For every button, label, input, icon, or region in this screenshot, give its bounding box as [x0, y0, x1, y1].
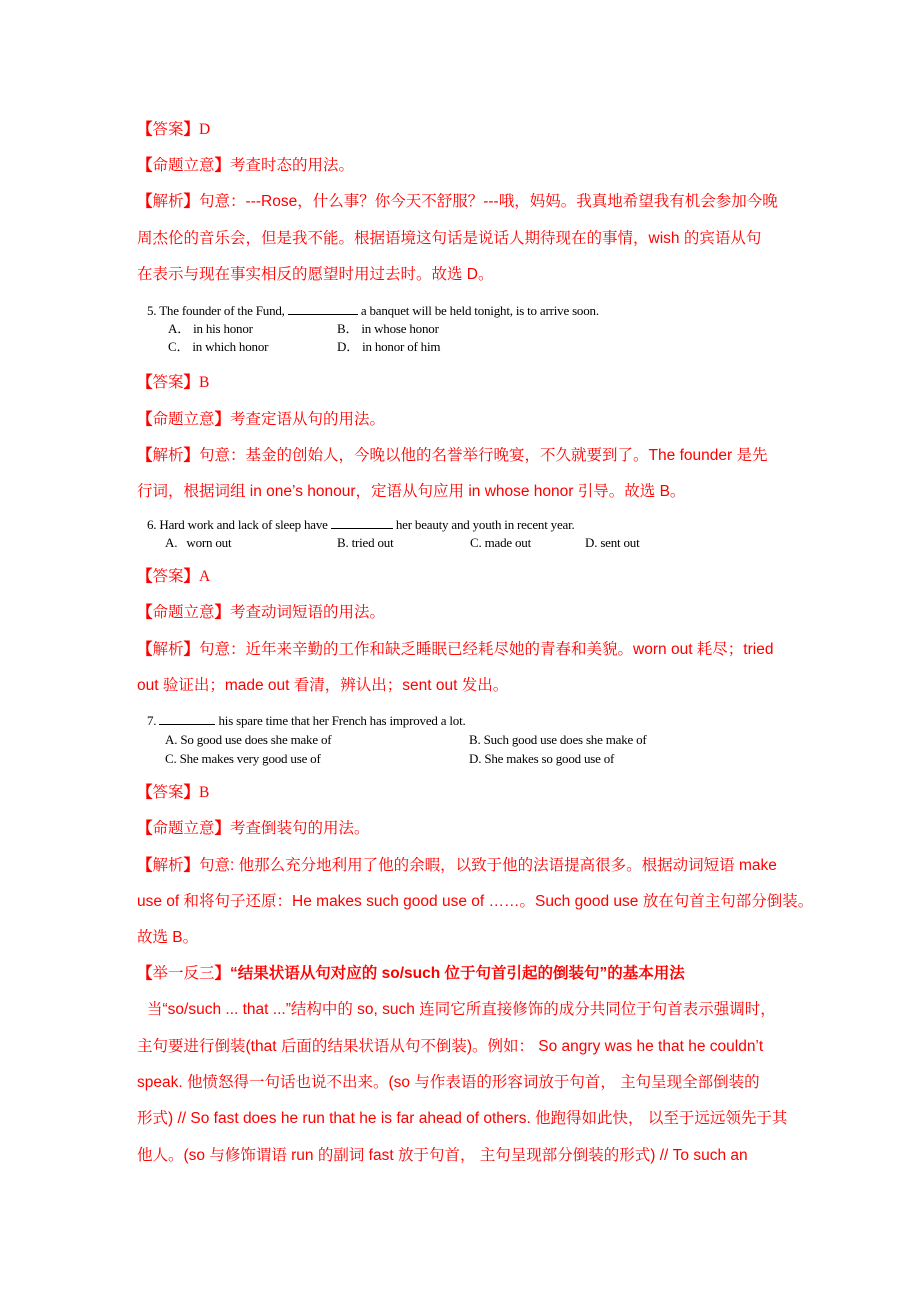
analysis-label: 解析 — [152, 641, 184, 658]
extension-title: “结果状语从句对应的 so/such 位于句首引起的倒装句”的基本用法 — [230, 965, 685, 982]
option-letter: B． — [337, 321, 359, 336]
analysis-label: 解析 — [152, 193, 184, 210]
option-text: in honor of him — [362, 339, 441, 354]
option-letter: C. — [470, 535, 482, 550]
q6-option-b — [337, 534, 393, 551]
option-text: Such good use does she make of — [483, 732, 647, 747]
q4-answer-line — [137, 120, 210, 140]
q6-stem — [147, 516, 575, 533]
option-text: She makes so good use of — [484, 751, 615, 766]
q5-stem — [147, 302, 599, 319]
q7-analysis-line-3: 故选 B。 — [137, 929, 199, 946]
q6-analysis-text-1: 句意：近年来辛勤的工作和缺乏睡眠已经耗尽她的青春和美貌。worn out 耗尽；tried — [199, 641, 774, 658]
option-text: in whose honor — [361, 321, 439, 336]
q4-analysis-line-2: 周杰伦的音乐会，但是我不能。根据语境这句话是说话人期待现在的事情，wish 的宾语从句 — [137, 230, 762, 247]
q7-analysis-line-2: use of 和将句子还原：He makes such good use of ……。Such good use 放在句首主句部分倒装。 — [137, 893, 814, 910]
close-bracket: 】 — [214, 157, 231, 174]
open-bracket: 【 — [137, 965, 153, 982]
option-text: sent out — [600, 535, 640, 550]
intent-label: 命题立意 — [152, 411, 215, 428]
q4-intent-text: 考查时态的用法。 — [230, 157, 355, 174]
open-bracket: 【 — [137, 784, 153, 801]
q5-option-a — [168, 320, 253, 337]
q5-answer-value: B — [199, 374, 210, 391]
answer-label: 答案 — [152, 121, 184, 138]
open-bracket: 【 — [137, 193, 153, 210]
option-letter: B. — [337, 535, 349, 550]
q6-stem-after: her beauty and youth in recent year. — [395, 517, 575, 532]
extension-label: 举一反三 — [152, 965, 215, 982]
q5-stem-before: The founder of the Fund, — [159, 303, 285, 318]
q6-answer-line — [137, 567, 210, 587]
q7-intent-line — [137, 819, 370, 839]
extension-line-3: speak. 他愤怒得一句话也说不出来。(so 与作表语的形容词放于句首， 主句呈现全部倒装的 — [137, 1074, 760, 1091]
q6-number: 6. — [147, 517, 157, 532]
q5-intent-text: 考查定语从句的用法。 — [230, 411, 386, 428]
q7-analysis-line-1 — [137, 856, 777, 876]
option-text: So good use does she make of — [180, 732, 332, 747]
intent-label: 命题立意 — [152, 604, 215, 621]
answer-label: 答案 — [152, 374, 184, 391]
q6-stem-before: Hard work and lack of sleep have — [159, 517, 328, 532]
close-bracket: 】 — [183, 447, 200, 464]
q5-intent-line — [137, 410, 385, 430]
q5-analysis-text-1: 句意：基金的创始人，今晚以他的名誉举行晚宴，不久就要到了。The founder 是先 — [199, 447, 768, 464]
extension-line-5: 他人。(so 与修饰谓语 run 的副词 fast 放于句首， 主句呈现部分倒装的形式) // To such an — [137, 1147, 748, 1164]
q7-answer-value: B — [199, 784, 210, 801]
open-bracket: 【 — [137, 447, 153, 464]
q4-intent-line — [137, 156, 354, 176]
open-bracket: 【 — [137, 857, 153, 874]
answer-label: 答案 — [152, 568, 184, 585]
open-bracket: 【 — [137, 374, 153, 391]
close-bracket: 】 — [183, 121, 200, 138]
option-letter: D. — [585, 535, 598, 550]
option-text: worn out — [186, 535, 232, 550]
open-bracket: 【 — [137, 641, 153, 658]
q5-analysis-line-1 — [137, 446, 767, 466]
q6-option-c — [470, 534, 531, 551]
q6-blank — [331, 518, 393, 529]
open-bracket: 【 — [137, 121, 153, 138]
option-letter: D. — [469, 751, 482, 766]
q4-analysis-line-1 — [137, 192, 778, 212]
q5-option-b — [337, 320, 439, 337]
option-letter: A. — [165, 732, 178, 747]
option-letter: A． — [168, 321, 190, 336]
q6-intent-line — [137, 603, 385, 623]
q5-option-d — [337, 338, 440, 355]
extension-line-4: 形式) // So fast does he run that he is far ahead of others. 他跑得如此快， 以至于远远领先于其 — [137, 1110, 788, 1127]
q7-stem-after: his spare time that her French has improved a lot. — [218, 713, 466, 728]
q4-answer-value: D — [199, 121, 211, 138]
q7-option-b — [469, 731, 647, 748]
close-bracket: 】 — [214, 965, 231, 982]
extension-title-line — [137, 964, 685, 984]
q6-answer-value: A — [199, 568, 211, 585]
extension-line-1: 当“so/such ... that ...”结构中的 so, such 连同它所直接修饰的成分共同位于句首表示强调时， — [147, 1001, 776, 1018]
open-bracket: 【 — [137, 411, 153, 428]
q6-analysis-line-2: out 验证出；made out 看清，辨认出；sent out 发出。 — [137, 677, 509, 694]
open-bracket: 【 — [137, 157, 153, 174]
option-letter: A. — [165, 535, 178, 550]
close-bracket: 】 — [214, 411, 231, 428]
close-bracket: 】 — [183, 784, 200, 801]
q6-intent-text: 考查动词短语的用法。 — [230, 604, 386, 621]
q5-answer-line — [137, 373, 209, 393]
option-letter: B. — [469, 732, 481, 747]
close-bracket: 】 — [183, 641, 200, 658]
q7-option-a — [165, 731, 331, 748]
close-bracket: 】 — [183, 568, 200, 585]
q5-option-c — [168, 338, 268, 355]
option-letter: D． — [337, 339, 359, 354]
option-text: She makes very good use of — [179, 751, 321, 766]
close-bracket: 】 — [183, 193, 200, 210]
answer-label: 答案 — [152, 784, 184, 801]
q7-intent-text: 考查倒装句的用法。 — [230, 820, 370, 837]
open-bracket: 【 — [137, 820, 153, 837]
option-text: in which honor — [192, 339, 269, 354]
q5-analysis-line-2: 行词，根据词组 in one’s honour，定语从句应用 in whose honor 引导。故选 B。 — [137, 483, 686, 500]
option-text: made out — [484, 535, 532, 550]
option-text: tried out — [351, 535, 394, 550]
q6-option-d — [585, 534, 640, 551]
close-bracket: 】 — [183, 374, 200, 391]
q6-analysis-line-1 — [137, 640, 773, 660]
q6-option-a — [165, 534, 231, 551]
open-bracket: 【 — [137, 604, 153, 621]
option-text: in his honor — [193, 321, 253, 336]
intent-label: 命题立意 — [152, 820, 215, 837]
intent-label: 命题立意 — [152, 157, 215, 174]
q7-option-c — [165, 750, 321, 767]
q5-stem-after: a banquet will be held tonight, is to arrive soon. — [360, 303, 599, 318]
close-bracket: 】 — [214, 820, 231, 837]
option-letter: C． — [168, 339, 190, 354]
analysis-label: 解析 — [152, 857, 184, 874]
q4-analysis-text-1: 句意：---Rose，什么事？你今天不舒服？---哦，妈妈。我真地希望我有机会参加今晚 — [199, 193, 778, 210]
option-letter: C. — [165, 751, 177, 766]
analysis-label: 解析 — [152, 447, 184, 464]
q7-number: 7. — [147, 713, 157, 728]
q7-blank — [159, 714, 215, 725]
close-bracket: 】 — [214, 604, 231, 621]
q7-analysis-text-1: 句意: 他那么充分地利用了他的余暇，以致于他的法语提高很多。根据动词短语 make — [199, 857, 777, 874]
q7-answer-line — [137, 783, 209, 803]
extension-line-2: 主句要进行倒装(that 后面的结果状语从句不倒装)。例如： So angry was he that he couldn’t — [137, 1038, 764, 1055]
q4-analysis-line-3: 在表示与现在事实相反的愿望时用过去时。故选 D。 — [137, 266, 494, 283]
q7-stem — [147, 712, 466, 729]
q5-blank — [288, 304, 358, 315]
close-bracket: 】 — [183, 857, 200, 874]
q7-option-d — [469, 750, 614, 767]
q5-number: 5. — [147, 303, 157, 318]
open-bracket: 【 — [137, 568, 153, 585]
